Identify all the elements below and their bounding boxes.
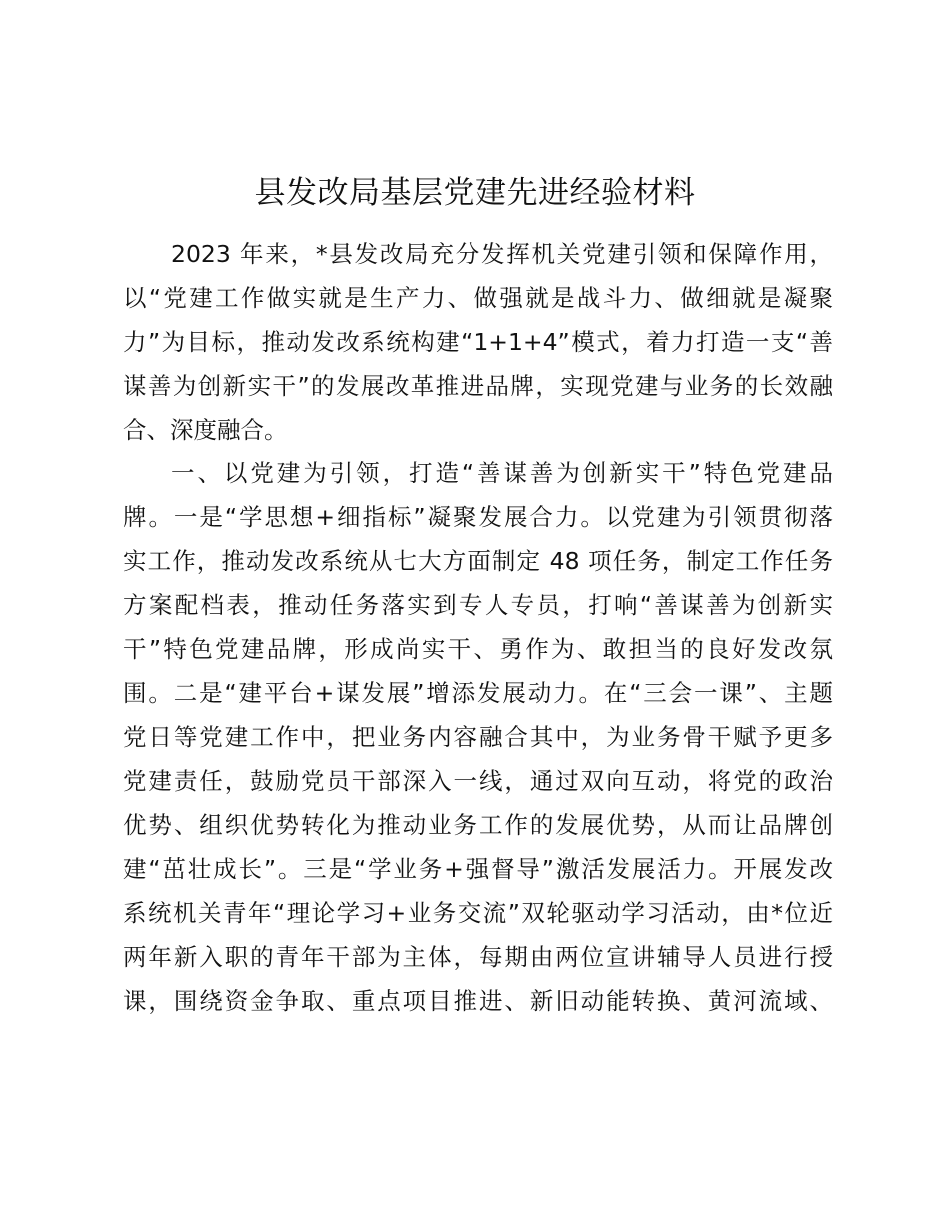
text-line: 干”特色党建品牌，形成尚实干、勇作为、敢担当的良好发改氛 xyxy=(123,635,833,663)
text-line: 实工作，推动发改系统从七大方面制定 48 项任务，制定工作任务 xyxy=(123,547,833,575)
document-title: 县发改局基层党建先进经验材料 xyxy=(254,175,696,211)
text-line: 围。二是“建平台+谋发展”增添发展动力。在“三会一课”、主题 xyxy=(123,679,833,707)
text-line: 力”为目标，推动发改系统构建“1+1+4”模式，着力打造一支“善 xyxy=(123,328,833,356)
text-line: 系统机关青年“理论学习+业务交流”双轮驱动学习活动，由*位近 xyxy=(123,899,833,927)
text-line: 以“党建工作做实就是生产力、做强就是战斗力、做细就是凝聚 xyxy=(123,284,833,312)
text-line: 方案配档表，推动任务落实到专人专员，打响“善谋善为创新实 xyxy=(123,591,833,619)
text-line: 2023 年来，*县发改局充分发挥机关党建引领和保障作用， xyxy=(171,240,833,268)
text-line: 谋善为创新实干”的发展改革推进品牌，实现党建与业务的长效融 xyxy=(123,372,833,400)
text-line: 课，围绕资金争取、重点项目推进、新旧动能转换、黄河流域、 xyxy=(123,987,833,1015)
text-line: 党建责任，鼓励党员干部深入一线，通过双向互动，将党的政治 xyxy=(123,767,833,795)
text-line: 建“茁壮成长”。三是“学业务+强督导”激活发展活力。开展发改 xyxy=(123,855,833,883)
text-line: 一、以党建为引领，打造“善谋善为创新实干”特色党建品 xyxy=(171,459,833,487)
text-line: 优势、组织优势转化为推动业务工作的发展优势，从而让品牌创 xyxy=(123,811,833,839)
text-line: 合、深度融合。 xyxy=(123,416,288,444)
text-line: 牌。一是“学思想+细指标”凝聚发展合力。以党建为引领贯彻落 xyxy=(123,503,833,531)
text-line: 党日等党建工作中，把业务内容融合其中，为业务骨干赋予更多 xyxy=(123,723,833,751)
text-line: 两年新入职的青年干部为主体，每期由两位宣讲辅导人员进行授 xyxy=(123,943,833,971)
